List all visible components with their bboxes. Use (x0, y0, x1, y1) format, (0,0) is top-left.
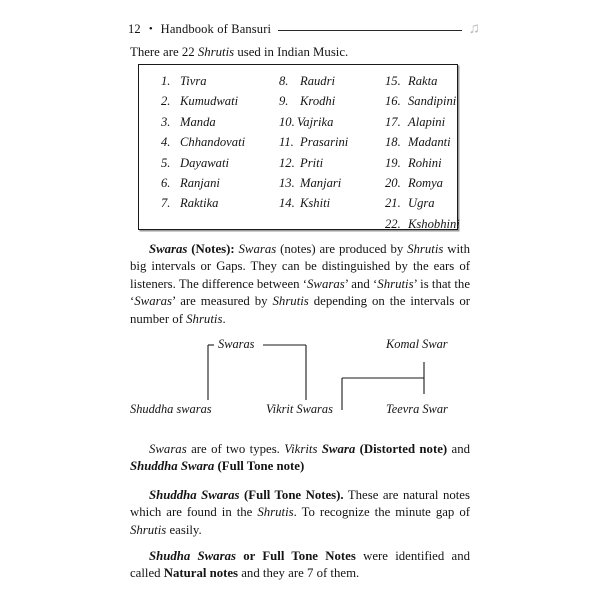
shrutis-column-2 (279, 71, 385, 225)
shruti-name: Alapini (408, 114, 446, 129)
list-item (385, 153, 485, 173)
list-item (385, 91, 485, 111)
list-item (161, 153, 279, 173)
swaras-text-2: (notes) are produced by (276, 242, 408, 256)
shrutis-columns (139, 65, 460, 231)
shruti-number: 1. (161, 74, 171, 88)
swaras-text-7: depending on the intervals or number of (130, 294, 470, 326)
shruti-name: Dayawati (180, 155, 229, 170)
list-item (161, 71, 279, 91)
header-bullet-separator: • (148, 22, 153, 35)
shruti-number: 13. (279, 175, 295, 190)
shruti-number: 18. (385, 135, 401, 150)
shruti-number: 11. (279, 135, 294, 150)
two-types-bold-1: (Distorted note) (359, 442, 448, 456)
shruti-name: Rohini (408, 155, 442, 170)
shruti-name: Prasarini (300, 135, 349, 150)
list-item (161, 91, 279, 111)
shuddha-italic-2: Shrutis (130, 522, 167, 537)
shrutis-column-3 (385, 71, 485, 231)
shruti-number: 14. (279, 196, 295, 211)
shruti-name: Kshobhini (408, 216, 460, 231)
shruti-name: Sandipini (408, 94, 457, 109)
two-types-italic-2: Vikrits (284, 442, 318, 456)
swaras-italic-5: Swaras (134, 294, 172, 309)
list-item (279, 132, 385, 152)
shruti-number: 8. (279, 74, 289, 88)
shruti-number: 7. (161, 196, 171, 211)
shruti-number: 22. (385, 216, 401, 231)
shruti-name: Kshiti (300, 196, 331, 211)
shruti-name: Ranjani (180, 175, 220, 190)
shruti-name: Raudri (300, 74, 335, 88)
shruti-name: Madanti (408, 135, 451, 150)
shruti-name: Manda (180, 114, 216, 129)
natural-notes-term: Natural notes (163, 566, 239, 581)
shruti-number: 2. (161, 94, 171, 109)
swaras-text-6: ’ are measured by (171, 294, 273, 309)
shruti-number: 5. (161, 155, 171, 170)
shruti-name: Priti (300, 155, 324, 170)
list-item (279, 91, 385, 111)
paragraph-shuddha-swaras (130, 487, 470, 539)
intro-sentence (130, 44, 470, 61)
shruti-name: Kumudwati (180, 94, 239, 109)
list-item (385, 214, 485, 234)
natural-heading-term: Shudha Swaras (149, 549, 236, 563)
shruti-number: 9. (279, 94, 289, 109)
shruti-number: 17. (385, 114, 401, 129)
swaras-italic-3: Swaras (307, 276, 345, 291)
natural-text-1: were identified and called (130, 549, 471, 581)
intro-emphasis-shrutis: Shrutis (197, 45, 235, 59)
shruti-number: 21. (385, 196, 401, 211)
diagram-label-vikrit-swaras: Vikrit Swaras (266, 402, 333, 416)
shruti-name: Chhandovati (180, 135, 246, 150)
natural-text-2: and they are 7 of them. (238, 566, 360, 581)
shuddha-text-3: easily. (166, 522, 202, 537)
list-item (385, 71, 485, 91)
paragraph-swaras-notes (130, 241, 470, 328)
diagram-label-shuddha-swaras: Shuddha swaras (130, 402, 212, 416)
page-header (128, 18, 480, 40)
two-types-bold-italic-2: Shuddha Swara (130, 459, 215, 474)
shrutis-column-1 (143, 71, 279, 225)
shuddha-text-2: . To recognize the minute gap of (293, 505, 470, 520)
intro-text-after: used in Indian Music. (234, 45, 349, 59)
shruti-name: Tivra (180, 74, 207, 88)
diagram-label-komal-swar: Komal Swar (386, 337, 448, 351)
list-item (385, 173, 485, 193)
header-rule (278, 30, 462, 31)
swaras-classification-diagram (130, 334, 470, 426)
list-item (385, 193, 485, 213)
swaras-text-4: ’ and ‘ (344, 276, 378, 291)
shruti-number: 10. (279, 114, 295, 129)
diagram-label-swaras: Swaras (218, 337, 255, 351)
list-item (161, 173, 279, 193)
shruti-name: Ugra (408, 196, 435, 211)
list-item (161, 193, 279, 213)
swaras-text-5: ’ is that the ‘ (130, 276, 470, 309)
list-item (161, 132, 279, 152)
shruti-number: 12. (279, 155, 295, 170)
swaras-italic-6: Shrutis (272, 294, 309, 309)
shruti-number: 15. (385, 74, 401, 88)
list-item (279, 112, 385, 132)
shrutis-list-box (138, 64, 458, 230)
shruti-name: Romya (408, 175, 443, 190)
shruti-name: Rakta (408, 74, 438, 88)
natural-heading-alt: or Full Tone Notes (243, 549, 356, 563)
list-item (279, 173, 385, 193)
shruti-name: Raktika (180, 196, 219, 211)
shruti-number: 19. (385, 155, 401, 170)
shuddha-italic-1: Shrutis (257, 505, 294, 520)
shruti-number: 3. (161, 114, 171, 129)
swaras-text-8: . (222, 311, 226, 326)
two-types-bold-2: (Full Tone note) (217, 459, 305, 474)
shuddha-heading-term: Shuddha Swaras (149, 488, 240, 502)
swaras-heading-qualifier: (Notes): (187, 242, 235, 256)
eighth-note-icon: ♫ (468, 20, 480, 37)
page-number: 12 (128, 21, 141, 36)
list-item (279, 153, 385, 173)
intro-text-before: There are 22 (130, 45, 198, 59)
shruti-number: 4. (161, 135, 171, 150)
list-item (279, 193, 385, 213)
shruti-name: Manjari (300, 175, 342, 190)
two-types-bold-italic-1: Swara (321, 442, 356, 456)
shruti-name: Krodhi (300, 94, 336, 109)
list-item (385, 112, 485, 132)
swaras-text-3: with big intervals or Gaps. They can be distinguished by the ears of listeners. The difference between ‘ (130, 242, 471, 291)
paragraph-two-types (130, 441, 470, 476)
swaras-italic-2: Shrutis (407, 242, 444, 256)
list-item (161, 112, 279, 132)
book-title: Handbook of Bansuri (160, 21, 272, 36)
shuddha-heading-qualifier: (Full Tone Notes). (244, 488, 344, 502)
paragraph-natural-notes (130, 548, 470, 583)
shuddha-text-1: These are natural notes which are found in the (130, 488, 470, 520)
two-types-text-2: and (447, 442, 471, 456)
shruti-number: 16. (385, 94, 401, 109)
shruti-name: Vajrika (297, 114, 334, 129)
two-types-text-1: are of two types. (186, 442, 285, 456)
list-item (279, 71, 385, 91)
swaras-italic-4: Shrutis (377, 276, 414, 291)
swaras-heading-term: Swaras (149, 242, 188, 256)
swaras-italic-7: Shrutis (186, 311, 223, 326)
list-item (385, 132, 485, 152)
two-types-italic-1: Swaras (149, 442, 187, 456)
swaras-italic-1: Swaras (238, 242, 277, 256)
diagram-label-teevra-swar: Teevra Swar (386, 402, 448, 416)
shruti-number: 20. (385, 175, 401, 190)
shruti-number: 6. (161, 175, 171, 190)
